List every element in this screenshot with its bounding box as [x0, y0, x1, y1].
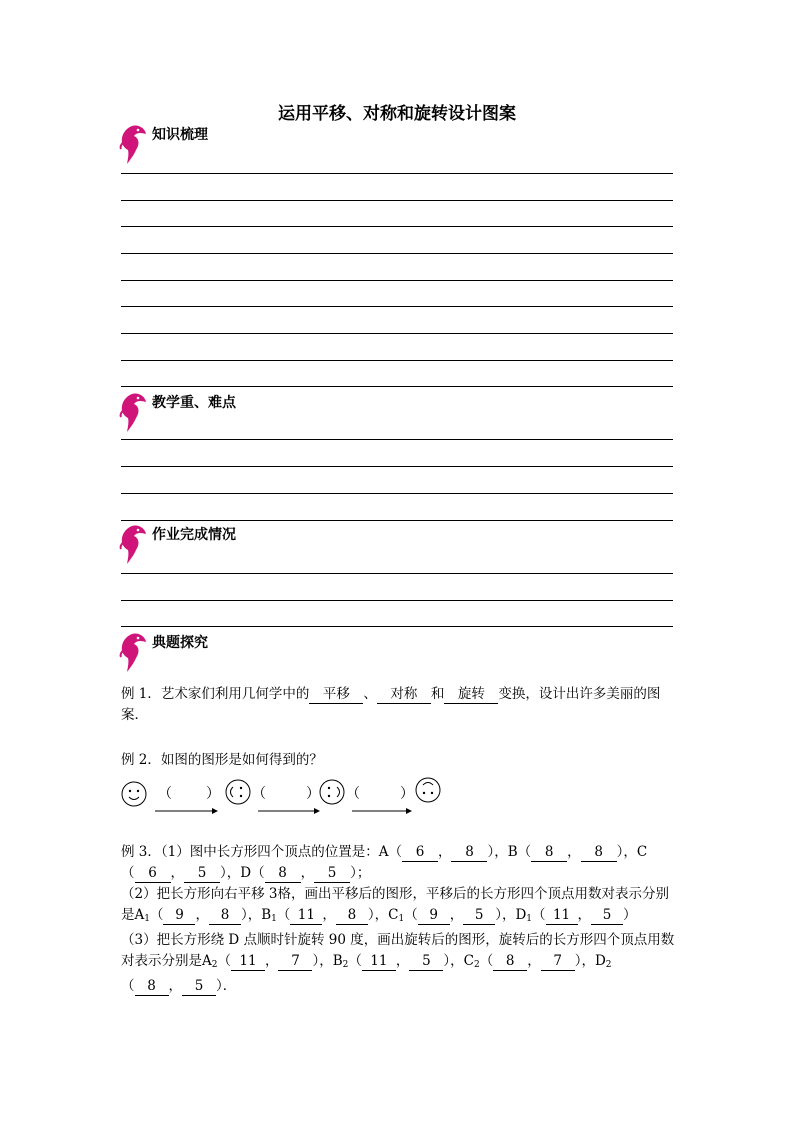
answer-blank: 5 [184, 865, 220, 883]
section-label: 作业完成情况 [152, 527, 236, 543]
page-title: 运用平移、对称和旋转设计图案 [278, 104, 516, 124]
writing-line [121, 173, 673, 174]
svg-text:（: （ [252, 786, 266, 802]
answer-blank: 8 [336, 907, 368, 925]
answer-blank: 对称 [377, 686, 431, 704]
smiley-face-icon [122, 782, 146, 806]
writing-line [121, 573, 673, 574]
arrow-icon [258, 808, 320, 814]
writing-line [121, 466, 673, 467]
section-label: 教学重、难点 [152, 395, 236, 411]
section-label: 典题探究 [152, 635, 208, 651]
writing-line [121, 520, 673, 521]
answer-blank: 5 [591, 907, 623, 925]
writing-line [121, 600, 673, 601]
writing-line [121, 253, 673, 254]
dolphin-icon [118, 122, 148, 166]
example-3-part-1: 例 3．（1）图中长方形四个顶点的位置是：A（ 6 ， 8 ），B（ 8 ， 8 ），C （ 6 ， 5 ），D（ 8 ， 5 ）； [121, 844, 648, 881]
example-3-part-2: （2）把长方形向右平移 3格，画出平移后的图形，平移后的长方形四个顶点用数对表示分别是$A_1$（ 9 ， 8 ），$B_1$（ 11 ， 8 ），$C_1$（ 9 ， 5 ），$D_1$（ 11 ， 5 ） [121, 886, 669, 924]
writing-line [121, 626, 673, 627]
dolphin-icon [118, 390, 148, 434]
answer-blank: 6 [402, 844, 438, 862]
writing-line [121, 200, 673, 201]
face-rotation-diagram [120, 774, 450, 814]
svg-text:）: ） [400, 786, 414, 802]
arrow-icon [155, 808, 218, 814]
example-3-part-3: （3）把长方形绕 D 点顺时针旋转 90 度，画出旋转后的图形，旋转后的长方形四个顶点用数对表示分别是$A_2$（ 11 ， 7 ），$B_2$（ 11 ， 5 ），$C_2$（ 8 ， 7 ），$D_2$ （ 8 ， 5 ）． [121, 932, 675, 994]
answer-blank: 7 [541, 953, 575, 971]
dolphin-icon [118, 522, 148, 566]
answer-blank: 7 [278, 953, 312, 971]
writing-line [121, 226, 673, 227]
writing-line [121, 280, 673, 281]
arrow-icon [352, 808, 412, 814]
answer-blank: 8 [265, 865, 301, 883]
writing-line [121, 386, 673, 387]
dolphin-icon [118, 630, 148, 674]
answer-blank: 8 [451, 844, 487, 862]
writing-line [121, 439, 673, 440]
answer-blank: 8 [135, 978, 169, 996]
svg-text:）: ） [306, 786, 320, 802]
example-2-question: 例 2．如图的图形是如何得到的？ [121, 752, 323, 768]
example-1: 例 1．艺术家们利用几何学中的 平移 、 对称 和 旋转 变换，设计出许多美丽的图案． [121, 686, 661, 723]
answer-blank: 平移 [309, 686, 363, 704]
writing-line [121, 306, 673, 307]
answer-blank: 11 [546, 907, 578, 925]
svg-text:（: （ [346, 786, 360, 802]
rotated-face-icon [226, 780, 250, 804]
example-3 [121, 842, 677, 997]
answer-blank: 5 [314, 865, 350, 883]
answer-blank: 11 [290, 907, 322, 925]
answer-blank: 5 [182, 978, 216, 996]
answer-blank: 旋转 [444, 686, 498, 704]
section-header-knowledge [118, 122, 208, 166]
answer-blank: 8 [209, 907, 241, 925]
answer-blank: 9 [163, 907, 195, 925]
writing-line [121, 333, 673, 334]
answer-blank: 8 [493, 953, 527, 971]
answer-blank: 8 [581, 844, 617, 862]
answer-blank: 6 [135, 865, 171, 883]
answer-blank: 5 [409, 953, 443, 971]
svg-text:（: （ [158, 786, 172, 802]
answer-blank: 8 [531, 844, 567, 862]
section-header-key-points [118, 390, 236, 434]
section-header-homework [118, 522, 236, 566]
section-header-examples [118, 630, 208, 674]
svg-text:）: ） [206, 786, 220, 802]
writing-line [121, 493, 673, 494]
answer-blank: 5 [463, 907, 495, 925]
upside-down-face-icon [416, 778, 440, 802]
rotated-face-icon [320, 780, 344, 804]
writing-line [121, 360, 673, 361]
section-label: 知识梳理 [152, 127, 208, 143]
answer-blank: 11 [231, 953, 265, 971]
answer-blank: 11 [362, 953, 396, 971]
answer-blank: 9 [418, 907, 450, 925]
